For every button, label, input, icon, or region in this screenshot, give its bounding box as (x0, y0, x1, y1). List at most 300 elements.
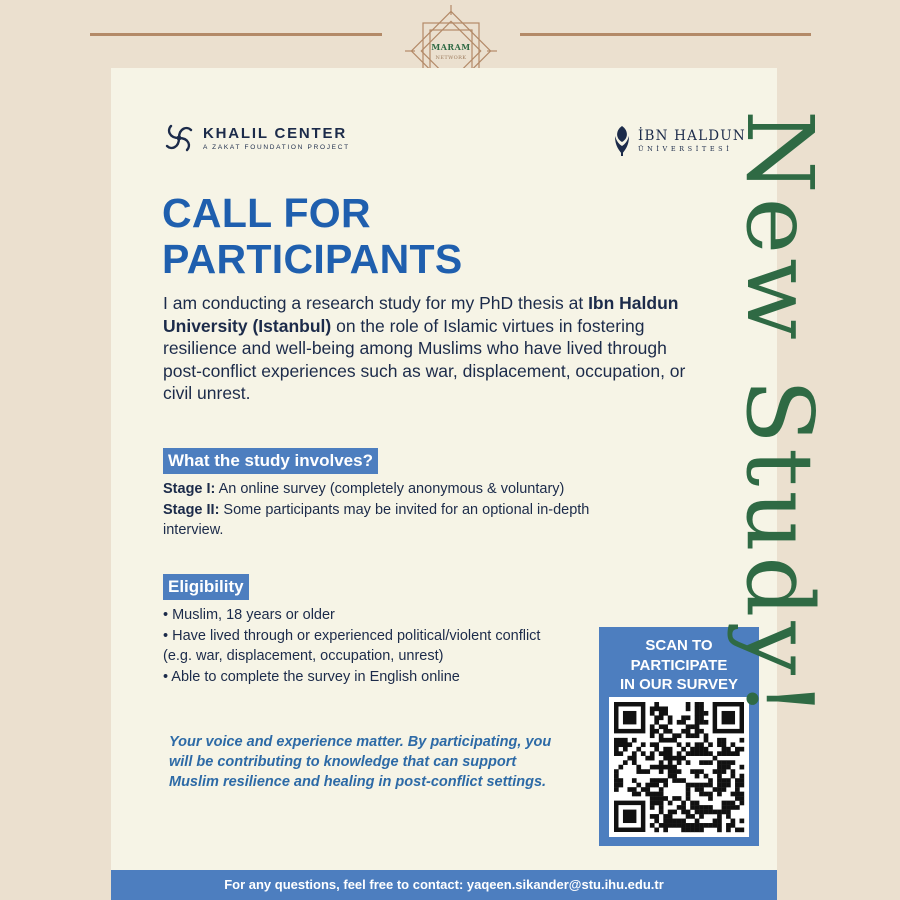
qr-module (704, 738, 709, 743)
qr-module (717, 823, 722, 828)
qr-module (650, 765, 655, 770)
qr-module (695, 720, 700, 725)
qr-module (704, 711, 709, 716)
qr-module (663, 738, 668, 743)
qr-module (740, 738, 745, 743)
qr-module (641, 787, 646, 792)
qr-module (650, 796, 655, 801)
qr-module (677, 796, 682, 801)
qr-module (618, 783, 623, 788)
qr-module (717, 778, 722, 783)
qr-module (726, 828, 731, 833)
qr-module (726, 814, 731, 819)
qr-module (627, 756, 632, 761)
qr-module (695, 742, 700, 747)
qr-module (681, 715, 686, 720)
qr-module (713, 756, 718, 761)
qr-module (695, 805, 700, 810)
qr-module (659, 805, 664, 810)
qr-module (726, 765, 731, 770)
qr-module (650, 823, 655, 828)
qr-module (717, 787, 722, 792)
qr-module (663, 729, 668, 734)
intro-university: Ibn Haldun University (Istanbul) (163, 293, 679, 336)
emblem-line1: MARAM (431, 42, 471, 52)
qr-module (686, 783, 691, 788)
qr-module (690, 814, 695, 819)
qr-module (722, 787, 727, 792)
qr-module (668, 760, 673, 765)
qr-module (713, 810, 718, 815)
qr-module (731, 774, 736, 779)
qr-module (735, 747, 740, 752)
stage-2-text: Some participants may be invited for an optional in-depth interview. (163, 501, 590, 538)
qr-module (645, 787, 650, 792)
qr-module (717, 751, 722, 756)
qr-module (695, 828, 700, 833)
qr-module (677, 756, 682, 761)
qr-module (614, 738, 619, 743)
qr-module (735, 787, 740, 792)
qr-module (717, 828, 722, 833)
intro-part1: I am conducting a research study for my PhD thesis at (163, 293, 589, 313)
qr-module (686, 796, 691, 801)
qr-module (654, 801, 659, 806)
qr-module (654, 742, 659, 747)
qr-module (672, 778, 677, 783)
qr-module (668, 720, 673, 725)
qr-module (686, 702, 691, 707)
qr-module (686, 823, 691, 828)
qr-module (663, 778, 668, 783)
qr-module (713, 787, 718, 792)
qr-module (704, 805, 709, 810)
qr-module (668, 823, 673, 828)
qr-module (686, 760, 691, 765)
qr-title (599, 636, 759, 695)
qr-module (668, 747, 673, 752)
qr-module (623, 742, 628, 747)
qr-module (677, 760, 682, 765)
qr-module (659, 715, 664, 720)
qr-module (632, 760, 637, 765)
qr-module (699, 729, 704, 734)
qr-module (636, 769, 641, 774)
qr-module (722, 805, 727, 810)
qr-module (731, 760, 736, 765)
qr-module (722, 778, 727, 783)
study-heading: What the study involves? (163, 448, 378, 474)
qr-module (654, 828, 659, 833)
top-rule-right (520, 33, 811, 36)
qr-module (663, 747, 668, 752)
qr-module (722, 765, 727, 770)
qr-module (717, 760, 722, 765)
stage-1-label: Stage I: (163, 481, 216, 497)
qr-module (704, 783, 709, 788)
qr-module (659, 801, 664, 806)
headline-line1: CALL FOR (162, 190, 371, 236)
qr-module (668, 810, 673, 815)
qr-module (686, 751, 691, 756)
qr-module (681, 778, 686, 783)
qr-module (659, 738, 664, 743)
qr-code-icon (609, 697, 749, 837)
qr-module (722, 738, 727, 743)
qr-module (636, 783, 641, 788)
qr-module (686, 724, 691, 729)
qr-module (663, 783, 668, 788)
qr-module (717, 819, 722, 824)
qr-module (735, 796, 740, 801)
qr-module (668, 715, 673, 720)
qr-module (681, 729, 686, 734)
qr-module (663, 724, 668, 729)
qr-module (740, 783, 745, 788)
qr-module (699, 742, 704, 747)
qr-module (695, 810, 700, 815)
headline-line2: PARTICIPANTS (162, 236, 463, 282)
study-stages (163, 479, 683, 541)
qr-module (645, 756, 650, 761)
qr-module (740, 774, 745, 779)
qr-module (650, 805, 655, 810)
qr-module (614, 742, 619, 747)
qr-module (708, 792, 713, 797)
qr-module (632, 738, 637, 743)
qr-module (636, 792, 641, 797)
qr-module (699, 810, 704, 815)
qr-module (645, 783, 650, 788)
qr-module (659, 778, 664, 783)
eligibility-heading: Eligibility (163, 574, 249, 600)
qr-module (650, 756, 655, 761)
qr-module (659, 787, 664, 792)
intro-part2: on the role of Islamic virtues in fostering resilience and well-being among Muslims who have lived through post-conflict experiences such as war, displacement, occupation, or civil unrest. (163, 315, 686, 403)
qr-module (654, 747, 659, 752)
qr-module (717, 814, 722, 819)
qr-module (614, 769, 619, 774)
qr-module (699, 720, 704, 725)
qr-module (632, 756, 637, 761)
ibn-haldun-name: İBN HALDUN (638, 128, 746, 144)
qr-module (654, 715, 659, 720)
qr-module (695, 702, 700, 707)
qr-module (731, 769, 736, 774)
qr-module (740, 778, 745, 783)
qr-module (704, 751, 709, 756)
qr-module (708, 760, 713, 765)
qr-module (690, 724, 695, 729)
qr-module (654, 796, 659, 801)
qr-module (668, 765, 673, 770)
qr-module (690, 828, 695, 833)
qr-module (645, 769, 650, 774)
qr-module (699, 751, 704, 756)
qr-module (650, 729, 655, 734)
qr-module (722, 747, 727, 752)
qr-module (654, 765, 659, 770)
qr-module (717, 774, 722, 779)
qr-module (677, 733, 682, 738)
qr-module (623, 760, 628, 765)
qr-module (713, 823, 718, 828)
intro-paragraph (163, 292, 703, 405)
qr-module (614, 751, 619, 756)
qr-module (695, 783, 700, 788)
qr-module (708, 810, 713, 815)
qr-module (690, 805, 695, 810)
qr-module (695, 769, 700, 774)
qr-module (659, 810, 664, 815)
qr-module (722, 711, 735, 724)
qr-module (641, 751, 646, 756)
qr-module (677, 751, 682, 756)
qr-module (668, 729, 673, 734)
qr-module (654, 706, 659, 711)
qr-module (681, 810, 686, 815)
qr-module (614, 747, 619, 752)
qr-module (641, 769, 646, 774)
qr-module (699, 805, 704, 810)
qr-module (699, 715, 704, 720)
qr-module (686, 706, 691, 711)
list-item: • Muslim, 18 years or older (163, 607, 335, 623)
qr-module (632, 787, 637, 792)
qr-module (636, 747, 641, 752)
qr-module (695, 751, 700, 756)
qr-module (668, 751, 673, 756)
qr-module (726, 778, 731, 783)
qr-module (726, 783, 731, 788)
qr-module (717, 810, 722, 815)
pinwheel-logo-icon (161, 120, 197, 156)
ibn-haldun-logo (611, 124, 746, 158)
qr-module (726, 823, 731, 828)
qr-module (645, 792, 650, 797)
qr-module (659, 765, 664, 770)
qr-module (686, 828, 691, 833)
qr-module (740, 765, 745, 770)
qr-module (726, 801, 731, 806)
qr-module (681, 747, 686, 752)
qr-module (708, 796, 713, 801)
stage-1-text: An online survey (completely anonymous & voluntary) (215, 481, 565, 497)
qr-module (627, 742, 632, 747)
qr-module (650, 801, 655, 806)
flyer-card (111, 68, 777, 900)
qr-module (677, 819, 682, 824)
qr-module (699, 747, 704, 752)
tulip-logo-icon (611, 124, 633, 158)
qr-module (650, 706, 655, 711)
qr-module (735, 783, 740, 788)
qr-module (663, 819, 668, 824)
qr-module (717, 769, 722, 774)
khalil-center-subtitle: A ZAKAT FOUNDATION PROJECT (203, 143, 350, 151)
qr-module (735, 751, 740, 756)
qr-module (731, 742, 736, 747)
eligibility-list (163, 605, 603, 687)
qr-module (686, 810, 691, 815)
qr-module (636, 765, 641, 770)
qr-module (699, 711, 704, 716)
qr-module (731, 819, 736, 824)
qr-module (650, 742, 655, 747)
qr-module (690, 783, 695, 788)
qr-module (726, 810, 731, 815)
qr-module (668, 819, 673, 824)
qr-module (690, 769, 695, 774)
closing-quote: Your voice and experience matter. By participating, you will be contributing to knowledge that can support Muslim resilience and healing in post-conflict settings. (169, 734, 552, 790)
qr-module (731, 751, 736, 756)
qr-module (735, 828, 740, 833)
qr-module (663, 814, 668, 819)
qr-module (659, 751, 664, 756)
qr-module (681, 805, 686, 810)
stage-1 (163, 479, 683, 500)
qr-module (659, 796, 664, 801)
qr-module (663, 751, 668, 756)
qr-module (708, 805, 713, 810)
qr-module (677, 823, 682, 828)
side-title: New Study! (726, 110, 833, 701)
qr-module (663, 706, 668, 711)
qr-title-line1: SCAN TO (645, 637, 713, 654)
stage-2-label: Stage II: (163, 501, 220, 518)
qr-module (686, 729, 691, 734)
qr-module (695, 729, 700, 734)
qr-module (726, 805, 731, 810)
qr-module (686, 733, 691, 738)
qr-module (686, 792, 691, 797)
qr-module (708, 742, 713, 747)
qr-module (672, 823, 677, 828)
qr-module (663, 756, 668, 761)
qr-module (695, 715, 700, 720)
qr-module (686, 742, 691, 747)
qr-module (623, 810, 636, 823)
qr-module (704, 774, 709, 779)
qr-module (704, 823, 709, 828)
qr-module (614, 787, 619, 792)
qr-module (708, 778, 713, 783)
qr-module (695, 823, 700, 828)
qr-module (659, 724, 664, 729)
qr-module (650, 733, 655, 738)
qr-module (618, 751, 623, 756)
qr-module (663, 711, 668, 716)
qr-module (623, 711, 636, 724)
qr-module (614, 783, 619, 788)
qr-module (690, 747, 695, 752)
qr-module (650, 751, 655, 756)
qr-module (632, 778, 637, 783)
qr-module (614, 778, 619, 783)
qr-module (672, 796, 677, 801)
qr-module (663, 765, 668, 770)
qr-module (672, 765, 677, 770)
qr-module (668, 756, 673, 761)
qr-module (659, 792, 664, 797)
qr-module (618, 778, 623, 783)
qr-module (699, 783, 704, 788)
qr-module (735, 805, 740, 810)
qr-module (668, 774, 673, 779)
khalil-center-name: KHALIL CENTER (203, 124, 347, 142)
qr-module (722, 742, 727, 747)
qr-module (654, 819, 659, 824)
qr-module (686, 715, 691, 720)
qr-module (681, 801, 686, 806)
qr-module (686, 814, 691, 819)
qr-module (699, 814, 704, 819)
ibn-haldun-subtitle: ÜNİVERSİTESİ (638, 145, 733, 153)
qr-module (614, 774, 619, 779)
qr-module (695, 733, 700, 738)
qr-module (717, 783, 722, 788)
qr-module (704, 747, 709, 752)
qr-module (654, 778, 659, 783)
qr-module (627, 787, 632, 792)
qr-module (654, 783, 659, 788)
qr-module (731, 823, 736, 828)
qr-module (695, 706, 700, 711)
qr-module (690, 733, 695, 738)
qr-module (672, 774, 677, 779)
qr-module (654, 792, 659, 797)
qr-module (654, 720, 659, 725)
qr-module (623, 747, 628, 752)
qr-module (690, 801, 695, 806)
qr-module (618, 742, 623, 747)
qr-module (740, 796, 745, 801)
qr-module (672, 769, 677, 774)
qr-module (722, 783, 727, 788)
qr-module (681, 819, 686, 824)
qr-module (663, 828, 668, 833)
qr-module (695, 724, 700, 729)
qr-module (650, 783, 655, 788)
qr-module (659, 823, 664, 828)
qr-module (695, 787, 700, 792)
qr-module (654, 814, 659, 819)
qr-module (695, 747, 700, 752)
qr-module (650, 711, 655, 716)
qr-code[interactable] (609, 697, 749, 837)
qr-module (668, 769, 673, 774)
qr-module (699, 828, 704, 833)
qr-module (717, 742, 722, 747)
qr-module (677, 720, 682, 725)
qr-module (713, 769, 718, 774)
qr-module (699, 702, 704, 707)
qr-module (618, 738, 623, 743)
qr-module (704, 792, 709, 797)
list-item: • Able to complete the survey in English online (163, 668, 460, 685)
qr-module (704, 733, 709, 738)
qr-module (677, 778, 682, 783)
qr-module (677, 742, 682, 747)
qr-module (722, 801, 727, 806)
qr-module (672, 810, 677, 815)
qr-module (722, 810, 727, 815)
qr-module (717, 792, 722, 797)
qr-module (708, 751, 713, 756)
qr-module (717, 738, 722, 743)
qr-module (735, 778, 740, 783)
qr-module (672, 738, 677, 743)
